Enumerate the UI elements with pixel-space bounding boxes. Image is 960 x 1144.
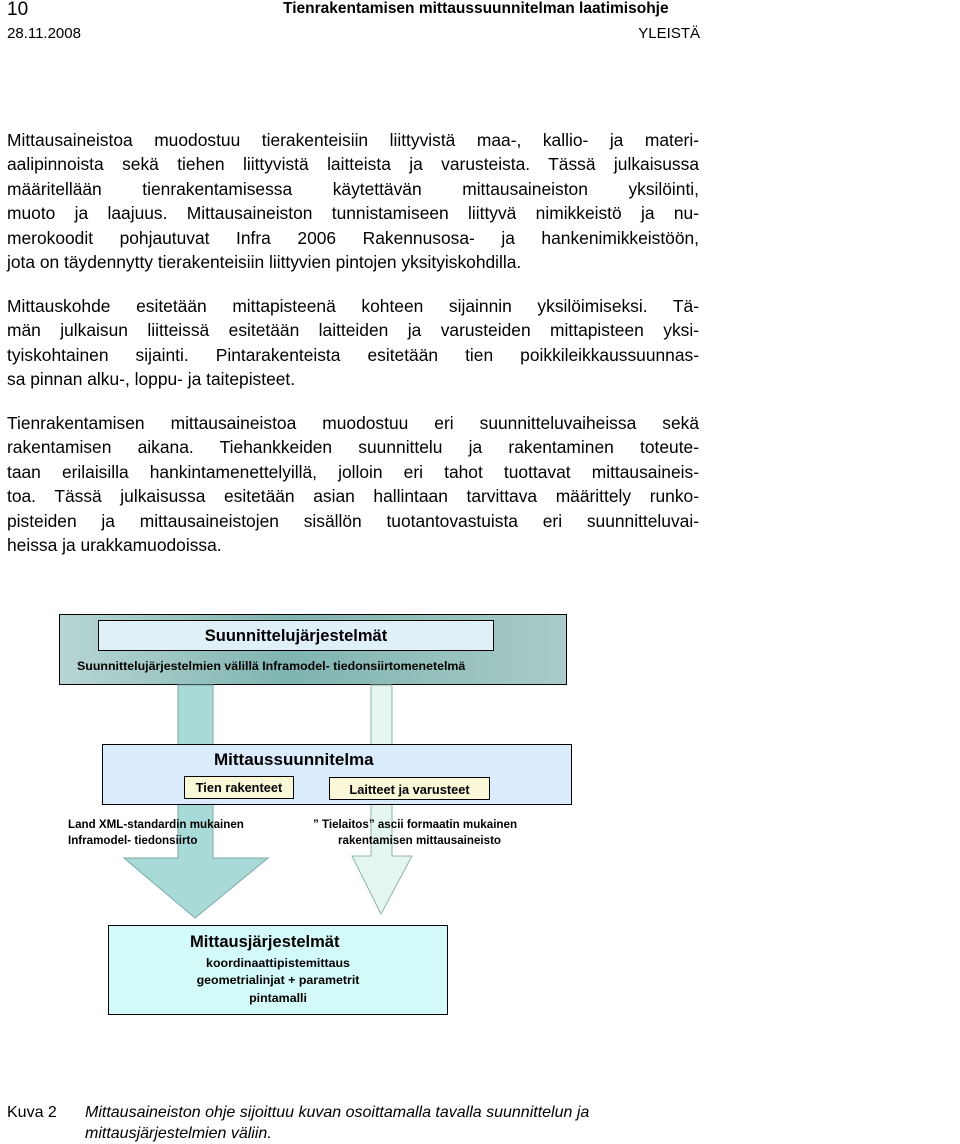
text-line: muoto ja laajuus. Mittausaineiston tunnistamiseen liittyvä nimikkeistö ja nu- xyxy=(7,203,699,224)
text-line: toa. Tässä julkaisussa esitetään asian hallintaan tarvittava määrittely runko- xyxy=(7,486,699,507)
right-arrow-label-1: ” Tielaitos” ascii formaatin mukainen xyxy=(313,818,518,831)
text-line: pisteiden ja mittausaineistojen sisällön tuotantovastuista eri suunnitteluvai- xyxy=(7,510,699,531)
text-line: Mittauskohde esitetään mittapisteenä kohteen sijainnin yksilöimiseksi. Tä- xyxy=(7,296,699,316)
top-title-box: Suunnittelujärjestelmät xyxy=(98,620,494,651)
header-section: YLEISTÄ xyxy=(638,25,700,42)
text-line: sa pinnan alku-, loppu- ja taitepisteet. xyxy=(7,369,296,390)
right-arrow-label-2: rakentamisen mittausaineisto xyxy=(338,834,502,847)
text-line: Tienrakentamisen mittausaineistoa muodostuu eri suunnitteluvaiheissa sekä xyxy=(7,413,699,433)
bottom-line-2: geometrialinjat + parametrit xyxy=(196,973,360,987)
middle-title: Mittaussuunnitelma xyxy=(214,750,374,769)
text-line: taan erilaisilla hankintamenettelyillä, jolloin eri tahot tuottavat mittausaineis- xyxy=(7,461,699,482)
bottom-title: Mittausjärjestelmät xyxy=(190,933,340,951)
text-line: tyiskohtainen sijainti. Pintarakenteista esitetään tien poikkileikkaussuunnas- xyxy=(7,344,699,365)
bottom-line-3: pintamalli xyxy=(249,991,307,1005)
text-line: män julkaisun liitteissä esitetään laitteiden ja varusteiden mittapisteen yksi- xyxy=(7,320,699,341)
header-date: 28.11.2008 xyxy=(7,25,81,42)
page-number: 10 xyxy=(7,0,29,20)
middle-left-box: Tien rakenteet xyxy=(184,776,294,799)
caption-line-2: mittausjärjestelmien väliin. xyxy=(85,1125,272,1142)
text-line: merokoodit pohjautuvat Infra 2006 Rakennusosa- ja hankenimikkeistöön, xyxy=(7,227,699,248)
text-line: heissa ja urakkamuodoissa. xyxy=(7,535,222,556)
text-line: määritellään tienrakentamisessa käytettävän mittausaineiston yksilöinti, xyxy=(7,178,699,199)
bottom-line-1: koordinaattipistemittaus xyxy=(206,956,350,970)
running-title: Tienrakentamisen mittaussuunnitelman laatimisohje xyxy=(283,0,669,17)
caption-label: Kuva 2 xyxy=(7,1104,57,1121)
text-line: Mittausaineistoa muodostuu tierakenteisiin liittyvistä maa-, kallio- ja materi- xyxy=(7,130,699,150)
text-line: jota on täydennytty tierakenteisiin liittyvien pintojen yksityiskohdilla. xyxy=(7,252,522,273)
left-arrow-label-1: Land XML-standardin mukainen xyxy=(68,818,244,831)
left-arrow-label-2: Inframodel- tiedonsiirto xyxy=(68,834,198,847)
caption-line-1: Mittausaineiston ohje sijoittuu kuvan osoittamalla tavalla suunnittelun ja xyxy=(85,1104,590,1121)
middle-right-box: Laitteet ja varusteet xyxy=(329,777,490,800)
text-line: aalipinnoista sekä tiehen liittyvistä laitteista ja varusteista. Tässä julkaisussa xyxy=(7,154,699,175)
top-subtitle: Suunnittelujärjestelmien välillä Inframodel- tiedonsiirtomenetelmä xyxy=(77,659,466,673)
text-line: rakentamisen aikana. Tiehankkeiden suunnittelu ja rakentaminen toteute- xyxy=(7,437,699,458)
